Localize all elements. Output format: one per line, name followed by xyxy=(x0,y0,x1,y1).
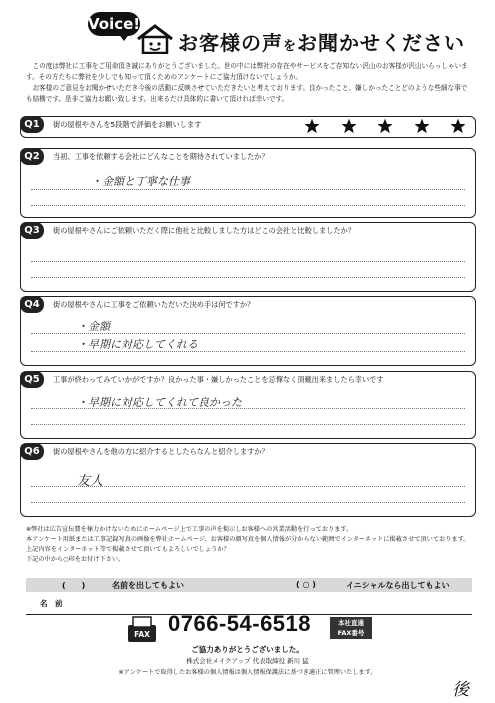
title-particle: を xyxy=(283,39,298,54)
fax-icon-label: FAX xyxy=(134,630,150,639)
title-mid: お聞かせ xyxy=(297,31,382,55)
answer-line xyxy=(31,277,465,278)
answer-line xyxy=(31,189,465,190)
fax-number: 0766-54-6518 xyxy=(168,611,312,636)
star-icon[interactable] xyxy=(305,119,319,133)
answer-line xyxy=(31,408,465,409)
fax-badge xyxy=(330,617,372,639)
question-text: 街の屋根やさんを5段階で評価をお願いします xyxy=(53,120,202,129)
rating-stars[interactable] xyxy=(305,119,465,133)
question-text: 街の屋根やさんにご依頼いただく際に他社と比較しました方はどこの会社と比較しましたか？ xyxy=(53,226,355,235)
handwritten-answer[interactable]: ・金額と丁寧な仕事 xyxy=(91,175,190,188)
handwritten-answer[interactable]: ・早期に対応してくれる xyxy=(77,338,198,351)
answer-line xyxy=(31,333,465,334)
question-box-q1 xyxy=(20,116,476,138)
handwritten-answer[interactable]: 友人 xyxy=(77,474,104,489)
company-name: 株式会社メイクアップ 代表取締役 新川 猛 xyxy=(186,657,309,665)
thanks-text: ご協力ありがとうございました。 xyxy=(191,645,304,654)
answer-line xyxy=(31,486,465,487)
title-main: お客様の声 xyxy=(178,31,283,55)
answer-line xyxy=(31,502,465,503)
fax-badge-line: FAX番号 xyxy=(337,629,365,637)
question-tag: Q6 xyxy=(20,443,44,460)
initial-option-label: イニシャルなら出してもよい xyxy=(346,581,450,590)
question-text: 工事が終わってみていかがですか？良かった事・嫌しかったことを忌憚なく頂戴出来ましたら幸いです xyxy=(53,375,384,384)
answer-line xyxy=(31,205,465,206)
name-field-label: 名 前 xyxy=(40,599,63,608)
handwritten-mark: 後 xyxy=(452,680,469,700)
name-option-label: 名前を出してもよい xyxy=(112,581,184,590)
star-icon[interactable] xyxy=(415,119,429,133)
answer-line xyxy=(31,424,465,425)
page-title xyxy=(178,27,465,56)
note-line: 下記の中から○印をお付け下さい。 xyxy=(26,556,125,563)
question-tag: Q2 xyxy=(20,148,44,165)
question-tag: Q4 xyxy=(20,296,44,313)
star-icon[interactable] xyxy=(451,119,465,133)
initial-option-mark[interactable]: ( ○ ) xyxy=(296,580,316,589)
star-icon[interactable] xyxy=(342,119,356,133)
question-tag: Q5 xyxy=(20,371,44,388)
note-line: 上記内容をインターネット等で掲載させて頂いてもよろしいでしょうか？ xyxy=(26,546,230,553)
house-icon xyxy=(136,24,174,54)
intro-text xyxy=(26,61,472,105)
question-tag: Q1 xyxy=(20,116,44,133)
logo-bubble: Voice! xyxy=(88,12,140,36)
question-text: 街の屋根やさんに工事をご依頼いただいた決め手は何ですか？ xyxy=(53,300,255,309)
handwritten-answer[interactable]: ・早期に対応してくれて良かった xyxy=(77,396,242,409)
voice-logo xyxy=(88,10,184,54)
answer-line xyxy=(31,351,465,352)
note-line: ※弊社は広告宣伝費を極力かけないためにホームページ上で工事の声を掲示しお客様への営業活動を行っております。 xyxy=(26,526,353,533)
answer-line xyxy=(31,261,465,262)
name-option-mark[interactable]: ( ) xyxy=(62,581,86,590)
handwritten-answer[interactable]: ・金額 xyxy=(77,320,110,333)
question-box-q4 xyxy=(20,296,476,366)
intro-paragraph: この度は弊社に工事をご用命頂き誠にありがとうございました。世の中には弊社の存在やサービスをご存知ない沢山のお客様が沢山いらっしゃいます。その方たちに弊社を少しでも知って頂くためのアンケートにご協力頂けないでしょうか。 xyxy=(26,62,468,81)
logo-bubble-tail xyxy=(118,33,130,41)
question-text: 街の屋根やさんを他の方に紹介するとしたらなんと紹介しますか？ xyxy=(53,447,269,456)
intro-paragraph: お客様のご意見をお聞かせいただき今後の活動に反映させていただきたいと考えております。良かったこと、嫌しかったことどのような些細な事でも結構です。是非ご協力お願い致します。出来るだけ具体的に書いて頂ければ幸いです。 xyxy=(26,84,468,103)
title-end: ください xyxy=(381,31,466,55)
fax-badge-line: 本社直通 xyxy=(338,619,364,627)
question-box-q2 xyxy=(20,148,476,218)
fax-icon xyxy=(128,616,156,642)
question-box-q6 xyxy=(20,443,476,517)
consent-choice-bar xyxy=(26,578,472,592)
question-tag: Q3 xyxy=(20,222,44,239)
question-box-q5 xyxy=(20,371,476,439)
star-icon[interactable] xyxy=(378,119,392,133)
question-text: 当初、工事を依頼する会社にどんなことを期待されていましたか？ xyxy=(53,152,269,161)
question-box-q3 xyxy=(20,222,476,292)
consent-notes xyxy=(26,525,472,565)
note-line: 本アンケート用紙または工事記録写真の画像を弊社ホームページ、お客様の顔写真を個人情報が分からない範囲でインターネットに掲載させて頂いております。 xyxy=(26,536,470,543)
privacy-notice: ※アンケートで取得したお客様の個人情報は個人情報保護法に基づき適正に管理いたします。 xyxy=(118,669,377,676)
